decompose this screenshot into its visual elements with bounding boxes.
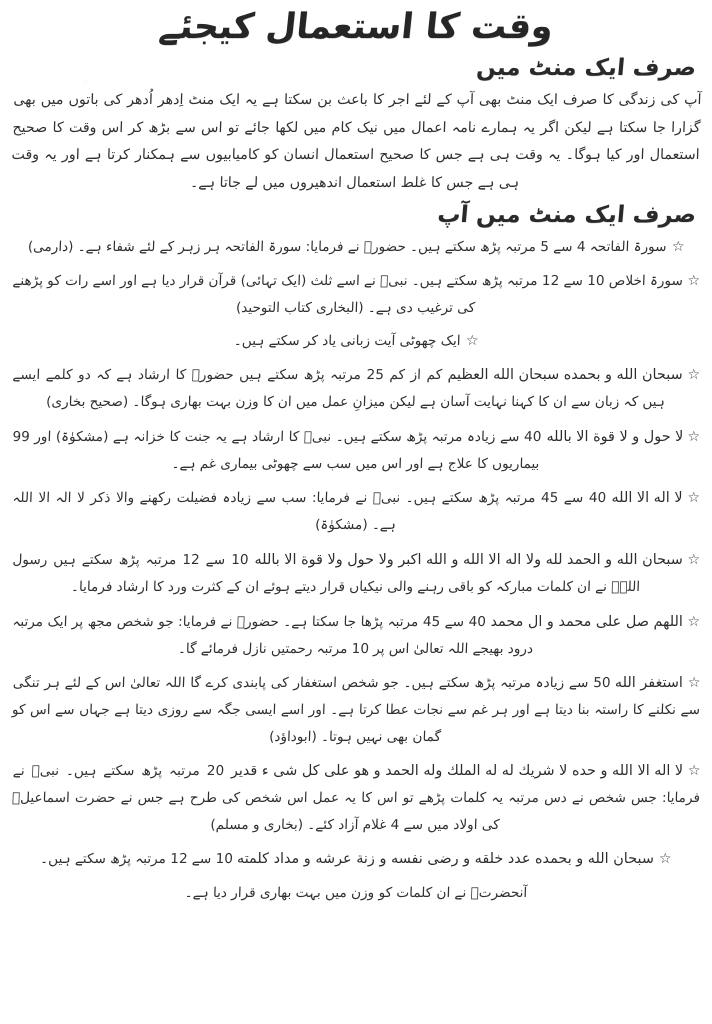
star-icon: ☆ (687, 552, 701, 569)
star-icon: ☆ (688, 763, 701, 780)
amal-list (10, 234, 702, 873)
list-item-text: 10 سے 12 مرتبہ پڑھ سکتے ہیں۔ (39, 851, 234, 868)
list-item-text: 10 سے 12 مرتبہ پڑھ سکتے ہیں رسول اللہؐ نے ان کلمات مبارکہ کو باقی رہنے والی نیکیاں قرار دیتے ہوئے ان کے کثرت ورد کا ارشاد فرمایا۔ (12, 552, 641, 596)
star-icon: ☆ (671, 239, 685, 256)
star-icon: ☆ (687, 613, 701, 630)
section-heading-one-minute: صرف ایک منٹ میں (475, 54, 698, 81)
list-item (12, 328, 701, 355)
star-icon: ☆ (465, 332, 479, 349)
page-title: وقت کا استعمال کیجئے (157, 7, 556, 47)
star-icon: ☆ (688, 675, 701, 692)
arabic-dhikr: لا حول و لا قوة الا بالله (545, 428, 683, 445)
list-item-text: 40 سے 45 مرتبہ پڑھ سکتے ہیں۔ نبیؐ نے فرمایا: سب سے زیادہ فضیلت رکھنے والا ذکر لا الہ الا اللہ ہے۔ (مشکوٰۃ) (12, 490, 607, 534)
star-icon: ☆ (687, 272, 701, 289)
list-item-text: کم از کم 25 مرتبہ پڑھ سکتے ہیں حضورؐ کا ارشاد ہے کہ دو کلمے ایسے ہیں کہ زبان سے ان کا کہنا نہایت آسان ہے لیکن میزانِ عمل میں ان کا وزن بہت بھاری ہوگا۔ (صحیح بخاری) (12, 367, 666, 411)
list-item-text: 40 سے 45 مرتبہ پڑھا جا سکتا ہے۔ حضورؐ نے فرمایا: جو شخص مجھ پر ایک مرتبہ درود بھیجے اللہ تعالیٰ اس پر 10 مرتبہ رحمتیں نازل فرمائے گا۔ (12, 613, 534, 657)
section-heading-one-minute-you: صرف ایک منٹ میں آپ (436, 202, 698, 229)
list-item-text: سورۃ اخلاص 10 سے 12 مرتبہ پڑھ سکتے ہیں۔ نبیؐ نے اسے ثلث (ایک تہائی) قرآن قرار دیا ہے اور اسے رات کو پڑھنے کی ترغیب دی ہے۔ (البخاری کتاب التوحید) (12, 272, 684, 316)
arabic-dhikr: لا اله الا الله (611, 490, 683, 507)
list-item (11, 268, 701, 321)
list-item (11, 669, 702, 750)
arabic-dhikr: سبحان الله و بحمده سبحان الله العظيم (447, 367, 683, 384)
list-item (12, 234, 701, 261)
arabic-dhikr: سبحان الله و بحمده عدد خلقه و رضى نفسه و زنة عرشه و مداد كلمته (237, 851, 655, 868)
star-icon: ☆ (687, 490, 701, 507)
arabic-dhikr: سبحان الله و الحمد لله ولا اله الا الله و الله اكبر ولا حول ولا قوة الا بالله (254, 552, 683, 569)
list-item (11, 608, 701, 663)
star-icon: ☆ (687, 367, 701, 384)
list-item (11, 484, 701, 539)
list-item (11, 757, 702, 838)
list-item-text: ایک چھوٹی آیت زبانی یاد کر سکتے ہیں۔ (233, 332, 461, 349)
intro-paragraph: آپ کی زندگی کا صرف ایک منٹ بھی آپ کے لئے اجر کا باعث بن سکتا ہے یہ ایک منٹ اِدھر اُدھر کی باتوں میں بھی گزارا جا سکتا ہے لیکن اگر یہ ہمارے نامہ اعمال میں نیک کام میں لکھا جائے تو اس سے بڑھ کر اس وقت کا صحیح استعمال اور کیا ہوگا۔ یہ وقت ہی ہے جس کا صحیح استعمال انسان کو کامیابیوں سے ہمکنار کرتا ہے اور یہ وقت ہی ہے جس کا غلط استعمال اندھیروں میں لے جاتا ہے۔ (11, 91, 702, 191)
list-item (11, 546, 701, 601)
list-item (11, 423, 701, 478)
list-item-text: 50 سے زیادہ مرتبہ پڑھ سکتے ہیں۔ جو شخص استغفار کی پابندی کرے گا اللہ تعالیٰ اس کے لئے ہر تنگی سے نکلنے کا راستہ بنا دیتا ہے اور ہر غم سے نجات عطا کرتا ہے۔ اور اسے ایسی جگہ سے روزی دیتا ہے جہاں سے اس کو گمان بھی نہیں ہوتا۔ (ابوداؤد) (11, 675, 701, 745)
arabic-dhikr: لا اله الا الله و حده لا شريك له له الملك وله الحمد و هو على كل شى ء قدير (231, 763, 684, 780)
closing-note: آنحضرتؐ نے ان کلمات کو وزن میں بہت بھاری قرار دیا ہے۔ (184, 885, 528, 902)
list-item-text: 40 سے زیادہ مرتبہ پڑھ سکتے ہیں۔ نبیؐ کا ارشاد ہے یہ جنت کا خزانہ ہے (مشکوٰۃ) اور 99 بیماریوں کا علاج ہے اور اس میں سب سے چھوٹی بیماری غم ہے۔ (12, 428, 542, 472)
list-item-text: سورۃ الفاتحہ 4 سے 5 مرتبہ پڑھ سکتے ہیں۔ حضورؐ نے فرمایا: سورۃ الفاتحہ ہر زہر کے لئے شفاء ہے۔ (دارمی) (27, 239, 667, 256)
list-item (11, 361, 701, 416)
arabic-dhikr: اللهم صل على محمد و ال محمد (490, 613, 683, 630)
star-icon: ☆ (687, 428, 701, 445)
list-item-text: 20 مرتبہ پڑھ سکتے ہیں۔ نبیؐ نے فرمایا: جس شخص نے دس مرتبہ یہ کلمات پڑھے تو اس کا یہ عمل اس شخص کی طرح ہے جس نے حضرت اسماعیلؑ کی اولاد میں سے 4 غلام آزاد کئے۔ (بخاری و مسلم) (11, 763, 701, 833)
star-icon: ☆ (659, 851, 672, 868)
list-item (12, 845, 701, 873)
arabic-dhikr: استغفر الله (615, 675, 684, 692)
